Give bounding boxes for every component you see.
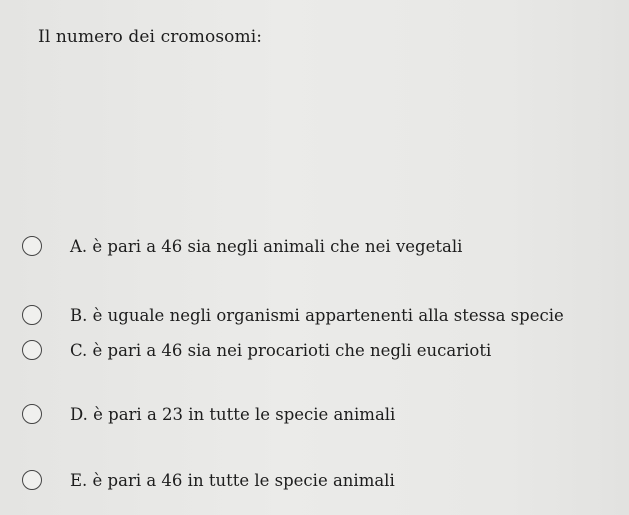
option-e[interactable]	[22, 470, 395, 490]
option-e-label: E. è pari a 46 in tutte le specie animali	[70, 470, 395, 490]
radio-button-d[interactable]	[22, 404, 42, 424]
option-d[interactable]	[22, 404, 395, 424]
radio-button-e[interactable]	[22, 470, 42, 490]
option-a[interactable]	[22, 236, 462, 256]
option-c-label: C. è pari a 46 sia nei procarioti che negli eucarioti	[70, 340, 492, 360]
option-d-label: D. è pari a 23 in tutte le specie animali	[70, 404, 396, 424]
option-c[interactable]	[22, 340, 491, 360]
radio-button-c[interactable]	[22, 340, 42, 360]
option-b-label: B. è uguale negli organismi appartenenti alla stessa specie	[70, 305, 564, 325]
radio-button-b[interactable]	[22, 305, 42, 325]
radio-button-a[interactable]	[22, 236, 42, 256]
option-b[interactable]	[22, 305, 564, 325]
option-a-label: A. è pari a 46 sia negli animali che nei vegetali	[70, 236, 463, 256]
question-text: Il numero dei cromosomi:	[38, 27, 263, 47]
